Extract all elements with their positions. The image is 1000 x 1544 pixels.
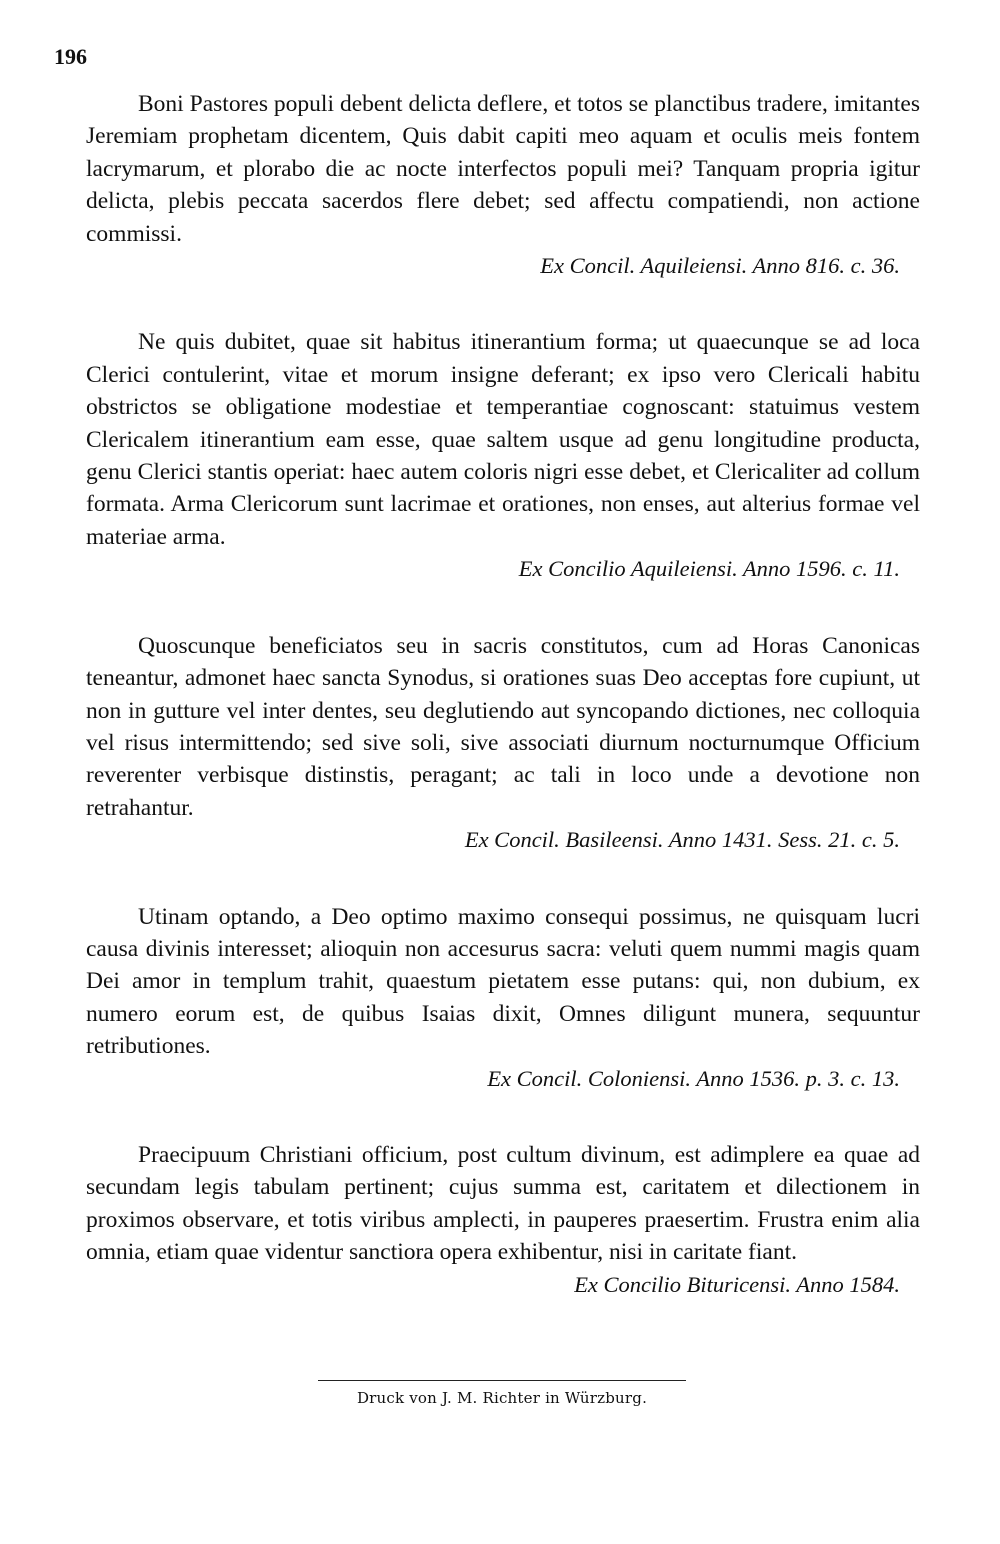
passage-source: Ex Concil. Aquileiensi. Anno 816. c. 36. — [540, 253, 900, 279]
page-number: 196 — [54, 44, 87, 69]
passage-2 — [86, 326, 920, 585]
footer-divider — [318, 1380, 686, 1381]
page-body — [86, 88, 920, 1345]
passage-text: Utinam optando, a Deo optimo maximo consequi possimus, ne quisquam lucri causa divinis interesset; alioquin non accesurus sacra: veluti quem nummi magis quam Dei amor in templum trahit, quaestum pietatem esse putans: qui, non dubium, ex numero eorum est, de quibus Isaias dixit, Omnes diligunt munera, sequuntur retributiones. — [86, 903, 920, 1060]
printer-imprint: Druck von J. M. Richter in Würzburg. — [356, 1389, 648, 1407]
passage-text: Quoscunque beneficiatos seu in sacris constitutos, cum ad Horas Canonicas teneantur, admonet haec sancta Synodus, si orationes suas Deo acceptas fore cupiunt, ut non in gutture vel inter dentes, seu deglutiendo aut syncopando dictiones, nec colloquia vel risus intermittendo; sed sive soli, sive associati diurnum nocturnumque Officium reverenter verbisque distinstis, peragant; ac tali in loco unde a devotione non retrahantur. — [86, 632, 920, 821]
passage-text: Praecipuum Christiani officium, post cultum divinum, est adimplere ea quae ad secundam legis tabulam pertinent; cujus summa est, caritatem et dilectionem in proximos observare, et totis viribus amplecti, in pauperes praesertim. Frustra enim alia omnia, etiam quae videntur sanctiora opera exhibentur, nisi in caritate fiant. — [86, 1141, 920, 1266]
passage-source: Ex Concilio Bituricensi. Anno 1584. — [574, 1271, 900, 1297]
passage-source: Ex Concil. Coloniensi. Anno 1536. p. 3. c. 13. — [487, 1065, 900, 1091]
passage-source: Ex Concilio Aquileiensi. Anno 1596. c. 11. — [518, 556, 900, 582]
passage-text: Ne quis dubitet, quae sit habitus itinerantium forma; ut quaecunque se ad loca Clerici contulerint, vitae et morum insigne deferant; ex ipso vero Clericali habitu obstrictos se obligatione modestiae et temperantiae cognoscant: statuimus vestem Clericalem itinerantium eam esse, quae saltem usque ad genu longitudine producta, genu Clerici stantis operiat: haec autem coloris nigri esse debet, et Clericaliter ad collum formata. Arma Clericorum sunt lacrimae et orationes, non enses, aut alterius formae vel materiae arma. — [86, 329, 920, 550]
passage-4 — [86, 901, 920, 1095]
passage-text: Boni Pastores populi debent delicta deflere, et totos se planctibus tradere, imitantes Jeremiam prophetam dicentem, Quis dabit capiti meo aquam et oculis meis fontem lacrymarum, et plorabo die ac nocte interfectos populi mei? Tanquam propria igitur delicta, plebis peccata sacerdos flere debet; sed affectu compatiendi, non actione commissi. — [86, 91, 920, 247]
passage-5 — [86, 1139, 920, 1301]
passage-3 — [86, 630, 920, 857]
passage-1 — [86, 88, 920, 282]
passage-source: Ex Concil. Basileensi. Anno 1431. Sess. 21. c. 5. — [464, 827, 900, 853]
